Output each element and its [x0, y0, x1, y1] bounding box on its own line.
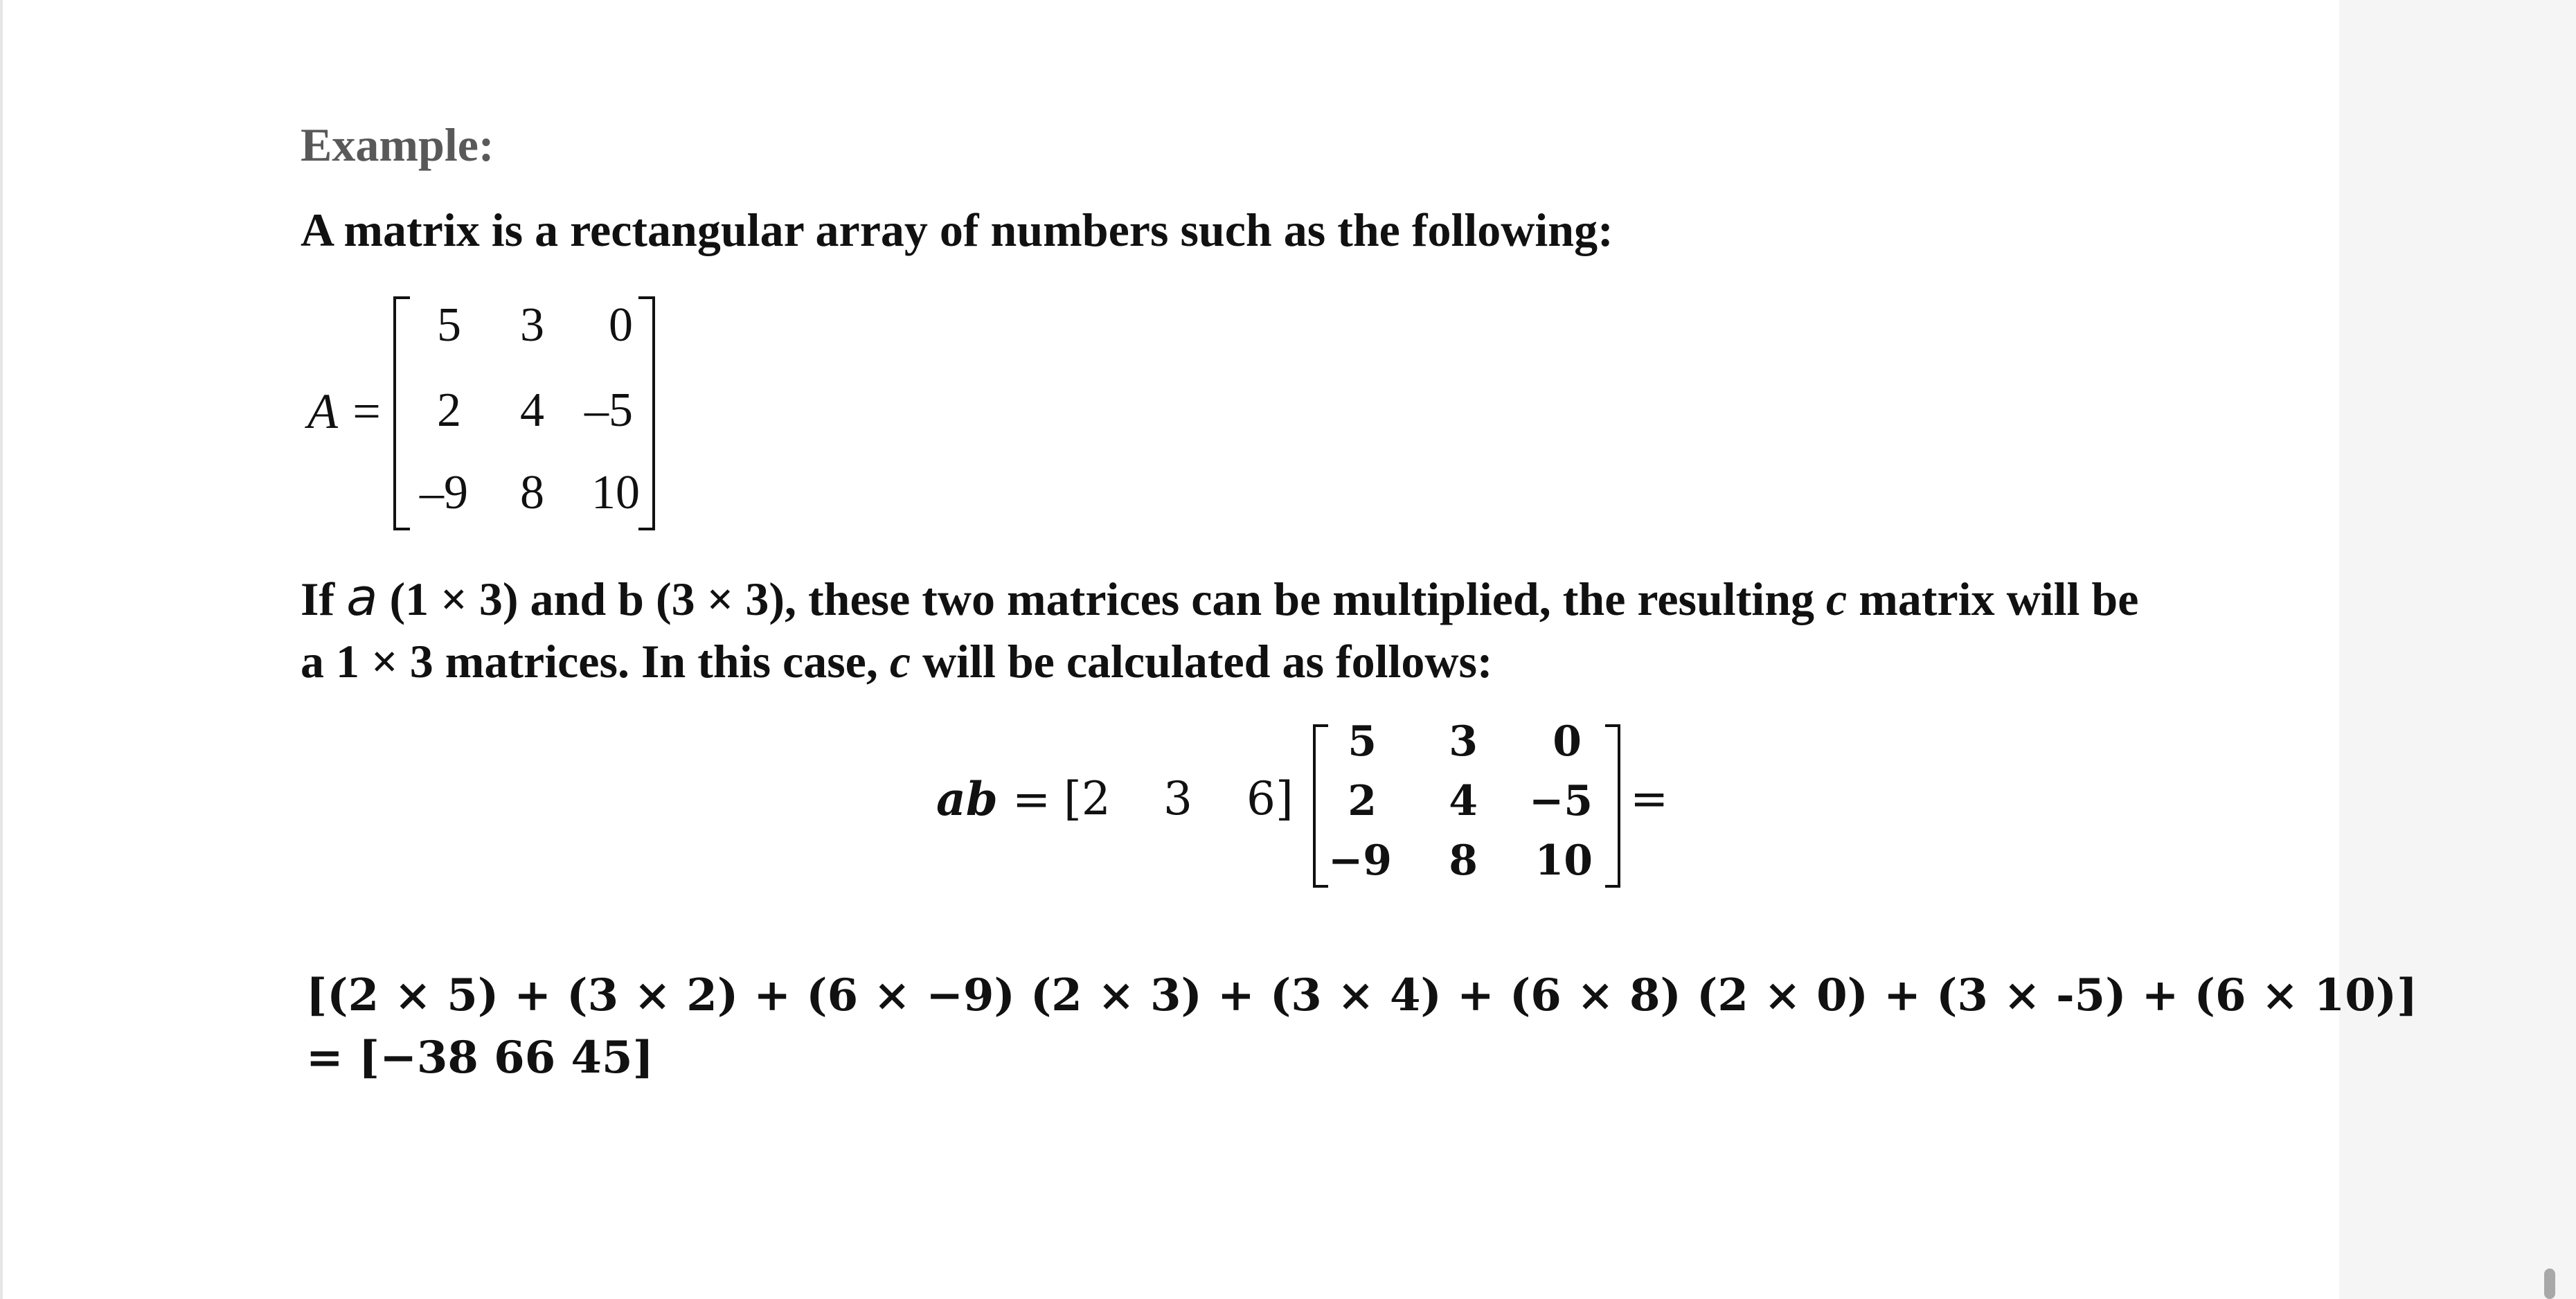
ab-label: ab = [936, 772, 1051, 826]
variable-c: c [1826, 573, 1848, 625]
explanation-line-1: If a (1 × 3) and b (3 × 3), these two matrices can be multiplied, the resulting c matrix will be [301, 568, 2139, 627]
page-edge [0, 0, 3, 1299]
calculation-line-1: [(2 × 5) + (3 × 2) + (6 × −9) (2 × 3) + (3 × 4) + (6 × 8) (2 × 0) + (3 × -5) + (6 × 10)] [306, 969, 2418, 1021]
row-vector-open: [2 [1064, 772, 1111, 825]
matrix-a-cell: 3 [520, 298, 544, 352]
matrix-a-cell: 0 [609, 298, 633, 352]
matrix-a-cell: 4 [520, 384, 544, 437]
matrix-b-cell: 8 [1449, 836, 1478, 885]
matrix-a-label: A = [307, 384, 384, 439]
matrix-a-cell: 5 [437, 298, 461, 352]
variable-c: c [889, 635, 911, 688]
calculation-result: = [−38 66 45] [306, 1032, 654, 1084]
scrollbar-thumb[interactable] [2544, 1269, 2555, 1299]
row-vector-close: 6] [1246, 772, 1294, 825]
matrix-b-cell: 0 [1553, 717, 1582, 766]
intro-text: A matrix is a rectangular array of numbers such as the following: [301, 204, 1613, 256]
example-heading: Example: [301, 118, 494, 171]
trailing-equals: = [1630, 772, 1669, 825]
matrix-b-right-bracket [1605, 724, 1620, 888]
explanation-line-2: a 1 × 3 matrices. In this case, c will be calculated as follows: [301, 635, 1493, 688]
matrix-a-cell: 8 [520, 466, 544, 519]
matrix-b-cell: 2 [1348, 777, 1377, 825]
matrix-a-cell: 2 [437, 384, 461, 437]
matrix-a-right-bracket [638, 296, 655, 530]
matrix-b-cell: 5 [1348, 717, 1377, 766]
matrix-b-cell: 4 [1449, 777, 1478, 825]
matrix-b-cell: −9 [1327, 836, 1392, 885]
row-vector-value: 3 [1163, 772, 1192, 825]
matrix-a-cell: –5 [584, 384, 633, 437]
variable-a: a [346, 568, 378, 627]
matrix-a-cell: –9 [420, 466, 468, 519]
matrix-b-cell: 3 [1449, 717, 1478, 766]
matrix-b-cell: 10 [1535, 836, 1593, 885]
matrix-a-cell: 10 [591, 466, 640, 519]
matrix-b-cell: −5 [1528, 777, 1593, 825]
